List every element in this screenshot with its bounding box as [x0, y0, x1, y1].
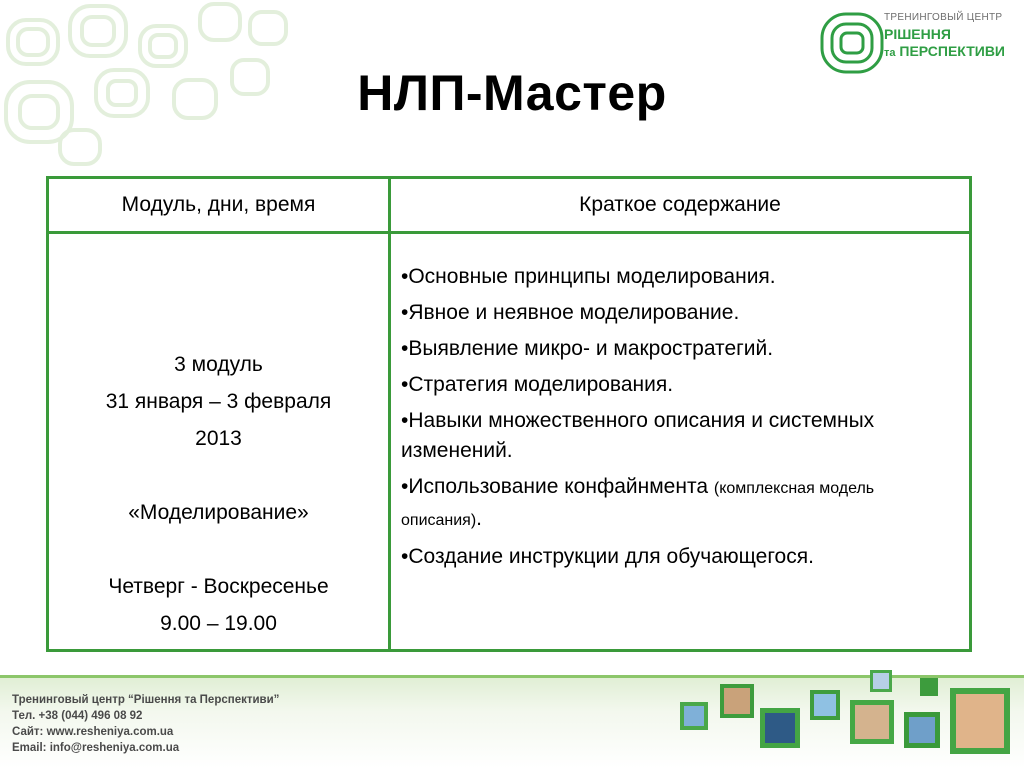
logo-line-3	[884, 44, 1005, 59]
list-item: •Основные принципы моделирования.	[401, 265, 776, 288]
module-info-cell	[48, 233, 390, 651]
logo-text	[884, 12, 1005, 60]
list-item-note: (комплексная модель описания)	[401, 480, 875, 529]
footer-website: Сайт: www.resheniya.com.ua	[12, 726, 174, 738]
module-dates: 31 января – 3 февраля	[105, 390, 332, 413]
photo-cubes-decoration	[660, 662, 1024, 768]
page-title: НЛП-Мастер	[357, 65, 667, 121]
footer-phone: Тел. +38 (044) 496 08 92	[12, 710, 143, 722]
table-row	[48, 233, 971, 651]
module-year: 2013	[195, 427, 242, 450]
header-module-days-time: Модуль, дни, время	[48, 178, 390, 233]
module-days: Четверг - Воскресенье	[108, 575, 329, 598]
footer-company: Тренинговый центр “Рішення та Перспективи”	[12, 694, 280, 706]
module-number: 3 модуль	[174, 353, 263, 376]
list-item-end: .	[476, 507, 483, 530]
list-item: •Создание инструкции для обучающегося.	[401, 545, 814, 568]
list-item: •Явное и неявное моделирование.	[401, 301, 740, 324]
module-hours: 9.00 – 19.00	[160, 612, 277, 635]
list-item: •Навыки множественного описания и системных изменений.	[401, 409, 875, 462]
list-item: •Стратегия моделирования.	[401, 373, 674, 396]
logo-line-3-prefix: та	[884, 47, 896, 60]
logo-line-3-main: ПЕРСПЕКТИВИ	[899, 43, 1005, 60]
schedule-table	[46, 176, 972, 652]
spacer	[50, 457, 387, 494]
logo-line-2: РІШЕННЯ	[884, 26, 951, 42]
list-item	[401, 472, 959, 536]
list-item-main: •Использование конфайнмента	[401, 475, 709, 498]
module-topic: «Моделирование»	[128, 501, 309, 524]
content-list	[401, 262, 959, 572]
footer-email: Email: info@resheniya.com.ua	[12, 742, 180, 754]
logo-line-1: ТРЕНИНГОВЫЙ ЦЕНТР	[884, 12, 1003, 23]
header-summary: Краткое содержание	[390, 178, 971, 233]
spacer	[50, 531, 387, 568]
footer-contact-info	[12, 692, 279, 756]
list-item: •Выявление микро- и макростратегий.	[401, 337, 774, 360]
table-header-row	[48, 178, 971, 233]
content-summary-cell	[390, 233, 971, 651]
